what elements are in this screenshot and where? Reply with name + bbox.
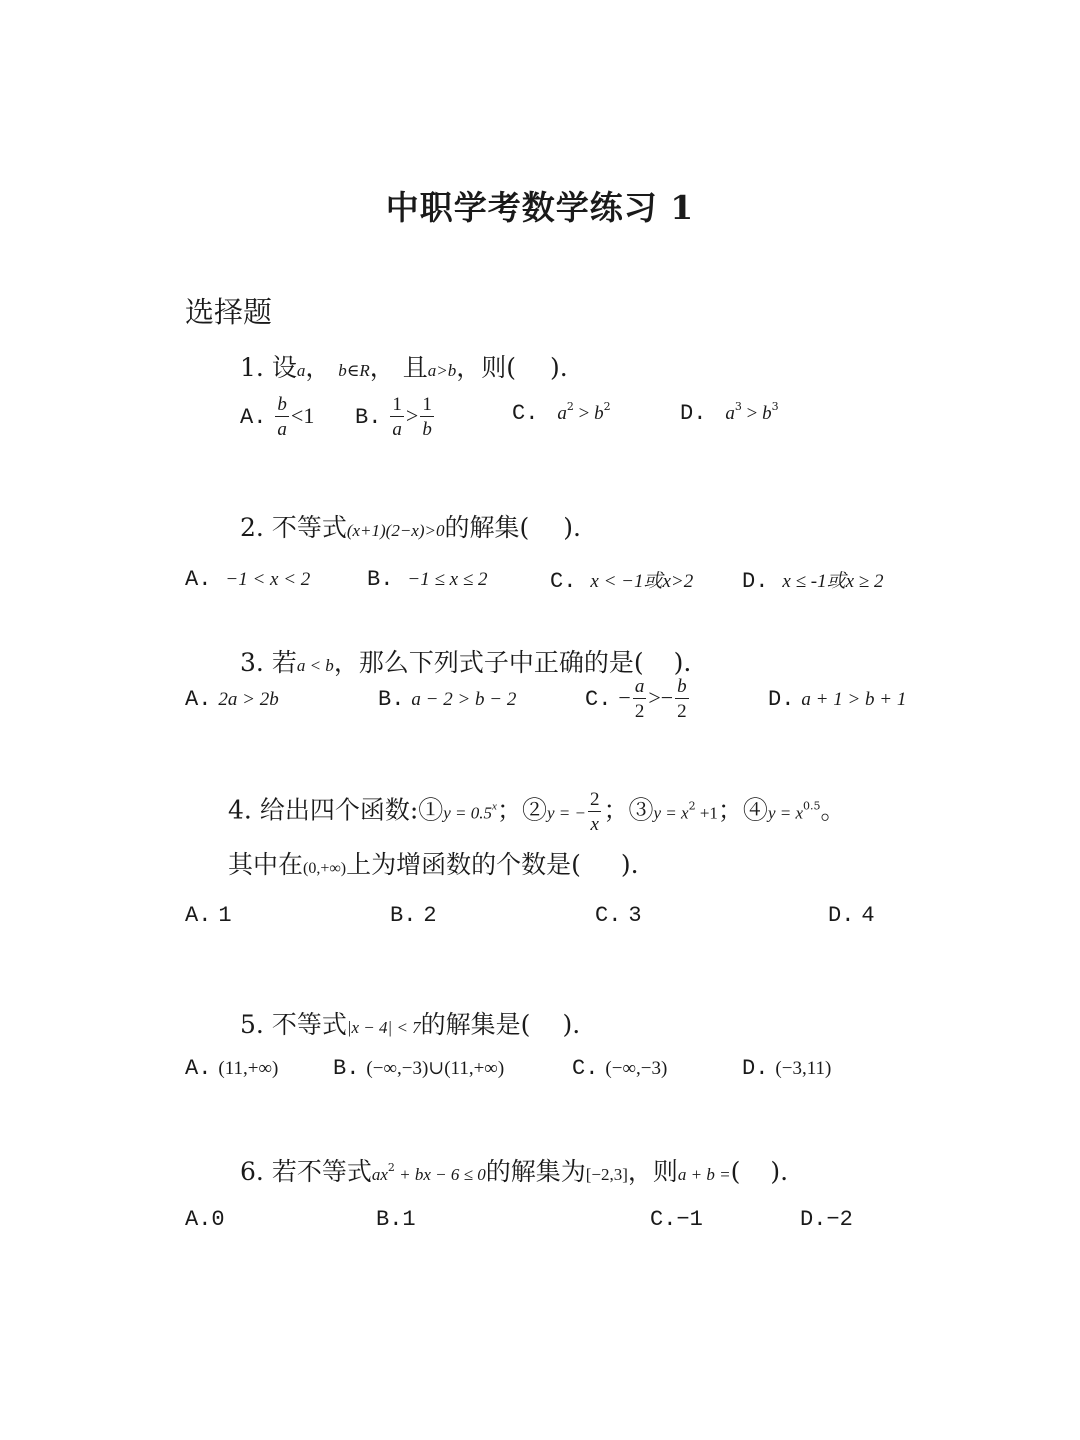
math-expr: [−2,3]: [585, 1165, 628, 1184]
option-text: −2: [826, 1207, 853, 1232]
question-number: 5.: [240, 1010, 264, 1039]
stem-text: ，: [305, 353, 331, 382]
question-1-option-c[interactable]: C. $a^2 > b^2$: [512, 400, 611, 426]
circled-number: ③: [628, 795, 654, 825]
stem-text: 且: [402, 353, 428, 382]
option-text: 1: [402, 1207, 416, 1232]
question-number: 1.: [240, 353, 264, 382]
question-1-option-b[interactable]: [355, 395, 436, 439]
stem-text: (: [730, 1157, 741, 1186]
stem-text: ).: [563, 513, 581, 542]
option-text: (11,+∞): [218, 1058, 279, 1079]
option-label: C.: [595, 903, 622, 928]
question-5-option-c[interactable]: [572, 1055, 667, 1081]
question-4-stem: 4. 给出四个函数:①y = $0.5^x$；②y = − $\frac{2}{x}$ ；③y = $x^2 +1$；④y = $x^{0.5}$。: [228, 789, 846, 835]
circled-number: ②: [521, 795, 547, 825]
math-expr: a: [725, 403, 735, 424]
math-expr: y = 0.5: [443, 803, 493, 823]
option-text: −1 ≤ x ≤ 2: [407, 569, 488, 590]
option-text: −1 < x < 2: [225, 569, 311, 590]
option-label: A.: [185, 687, 212, 712]
question-2-option-b[interactable]: [367, 566, 488, 592]
question-6-option-b[interactable]: [376, 1206, 416, 1232]
stem-text: ).: [770, 1157, 789, 1186]
question-4-stem-line2: [228, 845, 639, 881]
question-6-option-a[interactable]: [185, 1206, 225, 1232]
option-label: B.: [367, 567, 394, 592]
option-text: (−∞,−3): [605, 1058, 668, 1079]
circled-number: ④: [742, 795, 768, 825]
math-expr: a: [296, 361, 306, 380]
question-1-option-d[interactable]: D. $a^3 > b^3$: [680, 400, 779, 426]
question-2-option-a[interactable]: [185, 566, 310, 592]
section-heading: 选择题: [185, 295, 273, 329]
option-label: D.: [680, 401, 707, 426]
stem-text: 不等式: [271, 1010, 347, 1039]
question-6-option-c[interactable]: [650, 1206, 703, 1232]
stem-text: ，: [369, 353, 395, 382]
option-label: C.: [550, 569, 577, 594]
stem-text: ，则: [627, 1157, 678, 1186]
stem-text: 不等式: [271, 513, 347, 542]
option-label: A.: [185, 567, 212, 592]
circled-number: ①: [418, 795, 444, 825]
question-1-stem: [240, 348, 568, 384]
option-label: D.: [742, 1056, 769, 1081]
option-label: A.: [185, 1056, 212, 1081]
math-expr: a>b: [427, 361, 457, 380]
option-text: a + 1 > b + 1: [801, 689, 907, 710]
question-number: 4.: [228, 795, 252, 825]
option-label: D.: [742, 569, 769, 594]
option-text: a − 2 > b − 2: [411, 689, 517, 710]
option-label: B.: [355, 405, 382, 430]
option-text: (−∞,−3)∪(11,+∞): [366, 1058, 505, 1079]
relation: >: [405, 403, 419, 428]
question-5-option-d[interactable]: [742, 1055, 831, 1081]
question-5-option-b[interactable]: [333, 1055, 504, 1081]
stem-text: 若不等式: [271, 1157, 372, 1186]
question-6-stem: 6. 若不等式$ax^2$ + bx − 6 ≤ 0的解集为[−2,3]，则a + b =( ).: [240, 1157, 789, 1186]
option-label: A.: [185, 1207, 212, 1232]
math-expr: ax: [371, 1165, 388, 1184]
question-number: 6.: [240, 1157, 264, 1186]
option-text: x < −1或x>2: [590, 571, 694, 592]
question-1-option-a[interactable]: [240, 395, 314, 439]
math-expr: <1: [290, 403, 315, 428]
stem-text: ).: [673, 648, 692, 677]
fraction: $\frac{b}{a}$: [277, 394, 287, 440]
option-label: A.: [240, 405, 267, 430]
question-5-stem: [240, 1005, 580, 1041]
math-expr: y = −: [546, 803, 586, 823]
stem-text: ，那么下列式子中正确的是(: [333, 648, 644, 677]
option-label: B.: [333, 1056, 360, 1081]
math-expr: |x − 4| < 7: [346, 1018, 421, 1037]
stem-text: ，则(: [456, 353, 516, 382]
option-label: C.: [512, 401, 539, 426]
option-label: C.: [572, 1056, 599, 1081]
option-text: 3: [628, 903, 642, 928]
stem-text: ).: [550, 353, 568, 382]
question-6-option-d[interactable]: [800, 1206, 853, 1232]
stem-text: 的解集(: [444, 513, 530, 542]
fraction: $\frac{2}{x}$: [589, 789, 600, 835]
question-3-option-b[interactable]: [378, 686, 516, 712]
option-text: 2a > 2b: [218, 689, 279, 710]
stem-text: ).: [562, 1010, 581, 1039]
math-expr: (x+1)(2−x)>0: [346, 521, 445, 540]
option-label: C.: [650, 1207, 677, 1232]
question-2-stem: [240, 508, 581, 544]
option-label: D.: [800, 1207, 827, 1232]
question-3-option-c[interactable]: C. − $\frac{a}{2}$ >− $\frac{b}{2}$: [585, 676, 687, 722]
question-4-option-b[interactable]: [390, 902, 437, 928]
option-text: 4: [861, 903, 875, 928]
option-text: −1: [676, 1207, 703, 1232]
math-expr: b∈R: [338, 361, 370, 380]
question-3-option-a[interactable]: [185, 686, 279, 712]
option-label: D.: [768, 687, 795, 712]
stem-text: ).: [620, 850, 639, 879]
question-4-option-d[interactable]: [828, 902, 875, 928]
stem-text: 若: [271, 648, 297, 677]
option-label: C.: [585, 687, 612, 712]
question-2-option-c[interactable]: [550, 566, 693, 594]
fraction: $\frac{1}{a}$: [392, 394, 402, 440]
fraction: $\frac{a}{2}$: [634, 676, 645, 722]
question-3-stem: [240, 643, 691, 679]
option-text: (−3,11): [775, 1058, 832, 1079]
option-label: A.: [185, 903, 212, 928]
fraction: $\frac{1}{b}$: [422, 394, 432, 440]
math-expr: a: [557, 403, 567, 424]
stem-text: 的解集是(: [420, 1010, 531, 1039]
question-number: 3.: [240, 648, 264, 677]
option-text: x ≤ -1或x ≥ 2: [782, 571, 884, 592]
option-label: B.: [378, 687, 405, 712]
question-4-option-a[interactable]: [185, 902, 232, 928]
stem-text: 上为增函数的个数是(: [346, 850, 581, 879]
stem-text: 给出四个函数:: [259, 795, 419, 825]
question-3-option-d[interactable]: [768, 686, 906, 712]
option-label: B.: [376, 1207, 403, 1232]
math-expr: a < b: [296, 656, 334, 675]
math-expr: y = x: [767, 803, 803, 823]
document-title: 中职学考数学练习 1: [385, 188, 695, 227]
question-5-option-a[interactable]: [185, 1055, 278, 1081]
stem-text: 的解集为: [485, 1157, 586, 1186]
stem-text: 其中在: [228, 850, 304, 879]
option-label: B.: [390, 903, 417, 928]
fraction: $\frac{b}{2}$: [677, 676, 687, 722]
option-label: D.: [828, 903, 855, 928]
math-expr: y = x: [653, 803, 689, 823]
math-expr: a + b =: [677, 1165, 731, 1184]
question-number: 2.: [240, 513, 264, 542]
question-2-option-d[interactable]: [742, 566, 883, 594]
question-4-option-c[interactable]: [595, 902, 642, 928]
math-expr: + bx − 6 ≤ 0: [394, 1165, 486, 1184]
option-text: 1: [218, 903, 232, 928]
option-text: 0: [211, 1207, 225, 1232]
stem-text: 设: [271, 353, 297, 382]
math-expr: (0,+∞): [303, 860, 347, 877]
option-text: 2: [423, 903, 437, 928]
